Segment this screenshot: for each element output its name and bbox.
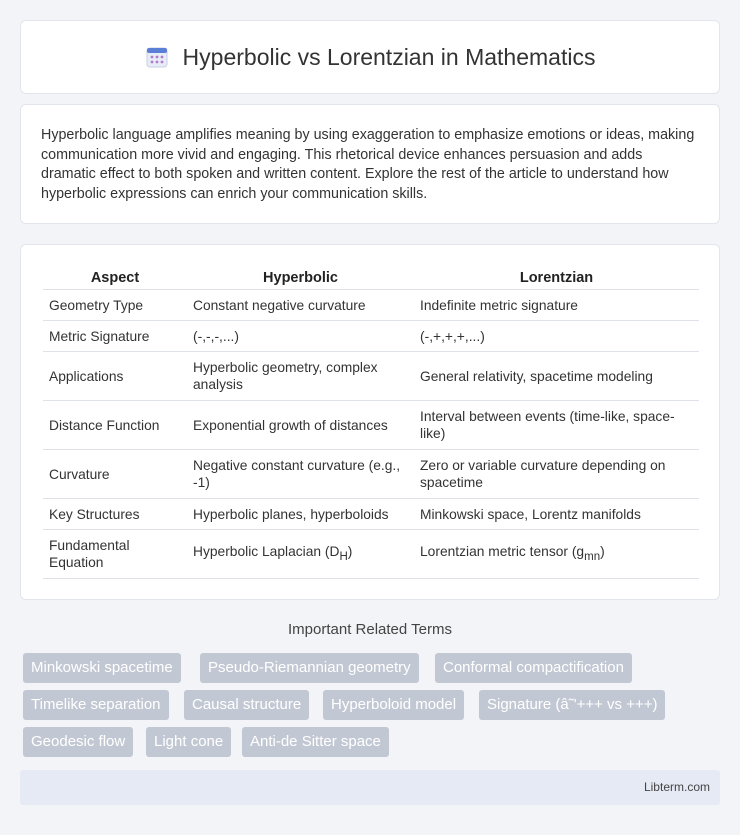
table-row bbox=[43, 352, 699, 401]
cell-hyperbolic: Constant negative curvature bbox=[187, 290, 414, 321]
cell-lorentzian: General relativity, spacetime modeling bbox=[414, 352, 699, 401]
related-term-tag[interactable]: Geodesic flow bbox=[23, 727, 133, 757]
cell-lorentzian: Zero or variable curvature depending on spacetime bbox=[414, 450, 699, 499]
cell-lorentzian: Indefinite metric signature bbox=[414, 290, 699, 321]
lorentzian-formula-close: ) bbox=[600, 543, 605, 559]
cell-lorentzian bbox=[414, 530, 699, 579]
header-lorentzian: Lorentzian bbox=[414, 265, 699, 290]
lorentzian-formula-subscript: mn bbox=[584, 550, 601, 563]
table-row bbox=[43, 321, 699, 352]
cell-hyperbolic: Negative constant curvature (e.g., -1) bbox=[187, 450, 414, 499]
related-term-tag[interactable]: Timelike separation bbox=[23, 690, 169, 720]
related-term-tag[interactable]: Pseudo-Riemannian geometry bbox=[200, 653, 419, 683]
comparison-card bbox=[20, 244, 720, 600]
hyperbolic-formula-text: Hyperbolic Laplacian (D bbox=[193, 543, 340, 559]
intro-card bbox=[20, 104, 720, 224]
comparison-table bbox=[43, 265, 699, 579]
related-terms-title: Important Related Terms bbox=[288, 621, 452, 638]
footer bbox=[20, 770, 720, 805]
cell-aspect: Key Structures bbox=[43, 499, 187, 530]
cell-aspect: Fundamental Equation bbox=[43, 530, 187, 579]
table-header-row bbox=[43, 265, 699, 290]
calendar-grid-icon bbox=[145, 45, 169, 69]
cell-lorentzian: Minkowski space, Lorentz manifolds bbox=[414, 499, 699, 530]
related-term-tag[interactable]: Hyperboloid model bbox=[323, 690, 464, 720]
related-term-tag[interactable]: Minkowski spacetime bbox=[23, 653, 181, 683]
related-term-tag[interactable]: Signature (â˜'+++ vs +++) bbox=[479, 690, 665, 720]
related-term-tag[interactable]: Conformal compactification bbox=[435, 653, 632, 683]
header-aspect: Aspect bbox=[43, 265, 187, 290]
table-row bbox=[43, 401, 699, 450]
page-title: Hyperbolic vs Lorentzian in Mathematics bbox=[182, 43, 596, 70]
table-row bbox=[43, 499, 699, 530]
cell-hyperbolic: Exponential growth of distances bbox=[187, 401, 414, 450]
cell-hyperbolic bbox=[187, 530, 414, 579]
related-term-tag[interactable]: Causal structure bbox=[184, 690, 309, 720]
cell-hyperbolic: Hyperbolic planes, hyperboloids bbox=[187, 499, 414, 530]
cell-aspect: Geometry Type bbox=[43, 290, 187, 321]
footer-site-link[interactable]: Libterm.com bbox=[643, 780, 710, 794]
title-card bbox=[20, 20, 720, 94]
cell-aspect: Curvature bbox=[43, 450, 187, 499]
cell-aspect: Applications bbox=[43, 352, 187, 401]
hyperbolic-formula-close: ) bbox=[347, 543, 353, 559]
intro-text: Hyperbolic language amplifies meaning by using exaggeration to emphasize emotions or ideas, making communication more vivid and engaging. This rhetorical device enhances persuasion and adds dramatic effect to both spoken and written content. Explore the rest of the article to understand how hyperbolic expressions can enrich your communication skills. bbox=[41, 127, 695, 202]
header-hyperbolic: Hyperbolic bbox=[187, 265, 414, 290]
table-row bbox=[43, 450, 699, 499]
cell-hyperbolic: Hyperbolic geometry, complex analysis bbox=[187, 352, 414, 401]
cell-lorentzian: (-,+,+,+,...) bbox=[414, 321, 699, 352]
cell-hyperbolic: (-,-,-,...) bbox=[187, 321, 414, 352]
cell-lorentzian: Interval between events (time-like, space-like) bbox=[414, 401, 699, 450]
related-term-tag[interactable]: Light cone bbox=[146, 727, 231, 757]
lorentzian-formula-text: Lorentzian metric tensor (g bbox=[420, 543, 585, 559]
related-term-tag[interactable]: Anti-de Sitter space bbox=[242, 727, 389, 757]
hyperbolic-formula-subscript: H bbox=[339, 550, 348, 563]
table-row bbox=[43, 290, 699, 321]
cell-aspect: Metric Signature bbox=[43, 321, 187, 352]
cell-aspect: Distance Function bbox=[43, 401, 187, 450]
table-row bbox=[43, 530, 699, 579]
